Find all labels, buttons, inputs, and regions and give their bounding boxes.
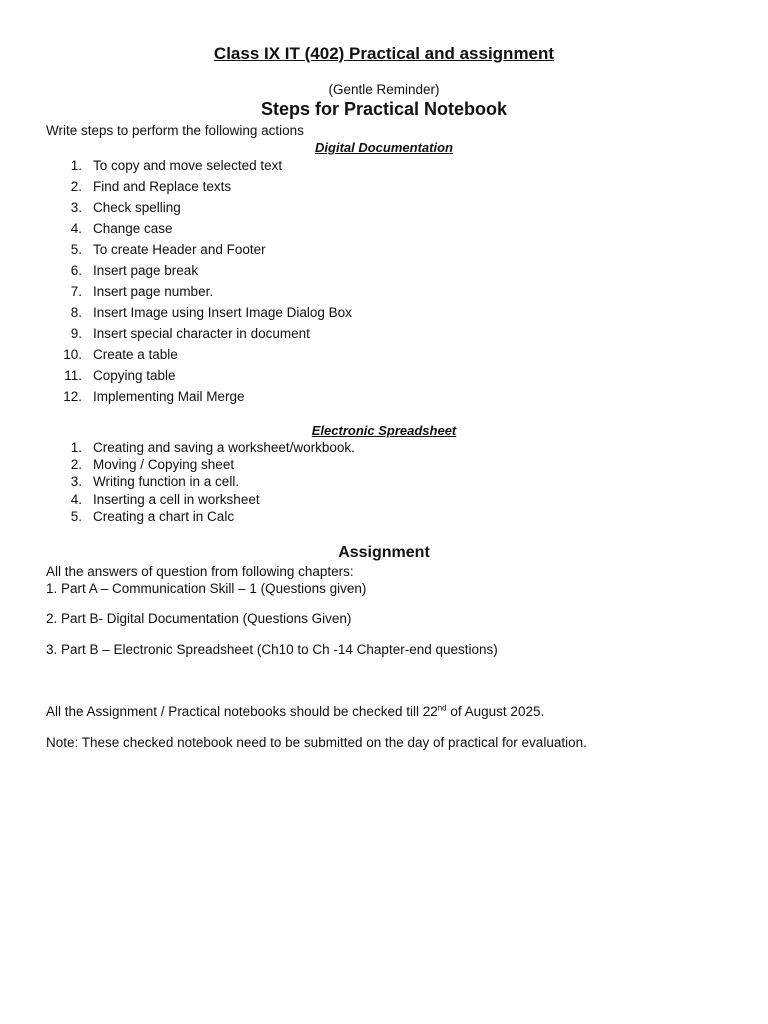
digital-documentation-item [0, 386, 352, 407]
deadline-superscript: nd [437, 703, 447, 713]
digital-documentation-item [0, 323, 352, 344]
list-number: 2. [70, 457, 82, 473]
page-title: Class IX IT (402) Practical and assignment [213, 44, 555, 63]
steps-heading: Steps for Practical Notebook [260, 99, 508, 119]
list-number: 10. [63, 347, 82, 362]
list-item-text: Create a table [93, 347, 178, 362]
digital-documentation-item [0, 155, 352, 176]
list-number: 11. [64, 368, 82, 383]
list-item-text: Copying table [93, 368, 176, 383]
list-item-text: To copy and move selected text [93, 158, 283, 173]
digital-documentation-item [0, 344, 352, 365]
list-number: 7. [70, 284, 82, 299]
list-number: 8. [70, 305, 82, 320]
list-item-text: Find and Replace texts [93, 179, 232, 194]
list-number: 4. [70, 491, 82, 507]
digital-documentation-item [0, 281, 352, 302]
list-item-text: Inserting a cell in worksheet [93, 491, 260, 507]
list-item-text: Insert Image using Insert Image Dialog Box [93, 305, 352, 320]
list-item-text: Writing function in a cell. [93, 474, 240, 490]
steps-intro: Write steps to perform the following actions [46, 123, 304, 138]
assignment-part-2: 2. Part B- Digital Documentation (Questions Given) [46, 611, 352, 626]
electronic-spreadsheet-item [0, 456, 355, 473]
digital-documentation-item [0, 218, 352, 239]
assignment-intro: All the answers of question from following chapters: [46, 564, 354, 579]
list-number: 3. [70, 474, 82, 490]
electronic-spreadsheet-item [0, 439, 355, 456]
list-number: 1. [70, 158, 82, 173]
list-item-text: Insert page break [93, 263, 199, 278]
assignment-part-3: 3. Part B – Electronic Spreadsheet (Ch10 to Ch -14 Chapter-end questions) [46, 642, 498, 657]
deadline-prefix: All the Assignment / Practical notebooks should be checked till 22 [46, 704, 438, 719]
list-number: 9. [70, 326, 82, 341]
list-item-text: Change case [93, 221, 173, 236]
assignment-part-1: 1. Part A – Communication Skill – 1 (Questions given) [46, 581, 367, 596]
electronic-spreadsheet-item [0, 508, 355, 525]
assignment-heading: Assignment [338, 544, 430, 561]
list-item-text: Moving / Copying sheet [93, 457, 235, 473]
list-item-text: To create Header and Footer [93, 242, 266, 257]
digital-documentation-item [0, 260, 352, 281]
list-item-text: Implementing Mail Merge [93, 389, 245, 404]
list-number: 6. [70, 263, 82, 278]
electronic-spreadsheet-heading: Electronic Spreadsheet [311, 423, 457, 438]
digital-documentation-item [0, 176, 352, 197]
digital-documentation-item [0, 239, 352, 260]
list-number: 1. [70, 440, 82, 455]
list-number: 2. [70, 179, 82, 194]
gentle-reminder: (Gentle Reminder) [328, 82, 440, 97]
digital-documentation-item [0, 197, 352, 218]
digital-documentation-heading: Digital Documentation [315, 140, 453, 155]
digital-documentation-item [0, 302, 352, 323]
deadline-text [46, 704, 544, 719]
list-item-text: Creating a chart in Calc [93, 508, 235, 524]
digital-documentation-list [0, 155, 352, 407]
list-number: 12. [63, 389, 82, 404]
digital-documentation-item [0, 365, 352, 386]
list-item-text: Check spelling [93, 200, 181, 215]
list-number: 5. [70, 242, 82, 257]
evaluation-note: Note: These checked notebook need to be submitted on the day of practical for evaluation. [46, 735, 587, 750]
list-item-text: Insert special character in document [93, 326, 310, 341]
list-number: 4. [70, 221, 82, 236]
list-number: 3. [70, 200, 82, 215]
list-number: 5. [70, 508, 82, 524]
list-item-text: Insert page number. [93, 284, 214, 299]
list-item-text: Creating and saving a worksheet/workbook. [93, 440, 355, 455]
electronic-spreadsheet-list [0, 439, 355, 525]
electronic-spreadsheet-item [0, 473, 355, 490]
electronic-spreadsheet-item [0, 491, 355, 508]
deadline-suffix: of August 2025. [446, 704, 545, 719]
